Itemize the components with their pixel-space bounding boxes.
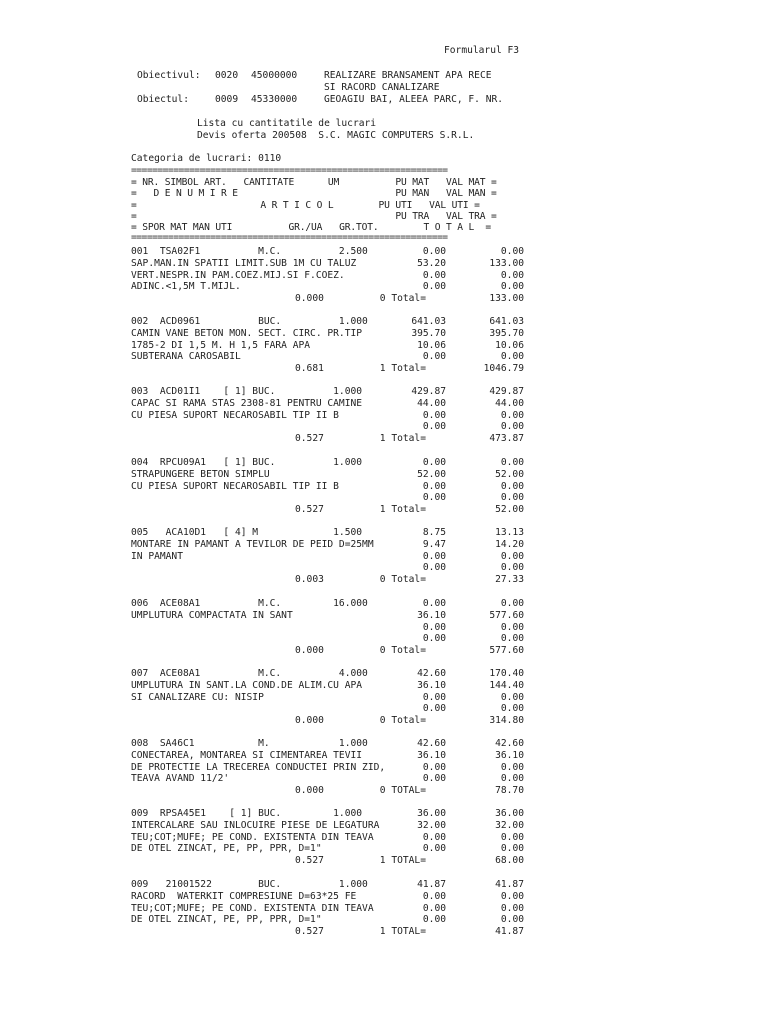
item-unit-price: 36.10: [417, 609, 446, 621]
item-desc-line: TEAVA AVAND 11/2': [131, 773, 230, 785]
item-value: 0.00: [500, 831, 524, 843]
item-value: 36.10: [495, 749, 524, 761]
item-value: 0.00: [500, 773, 524, 785]
item-desc-line: TEU;COT;MUFE; PE COND. EXISTENTA DIN TEAVA: [131, 902, 374, 914]
item-value: 0.00: [500, 598, 524, 609]
item-total: 68.00: [495, 855, 524, 867]
item-value: 0.00: [500, 562, 524, 574]
item-total: 27.33: [495, 574, 524, 586]
item-value: 0.00: [500, 492, 524, 504]
item-desc-line: CU PIESA SUPORT NECAROSABIL TIP II B: [131, 409, 339, 421]
item-unit-price: 0.00: [422, 492, 446, 504]
item-desc-line: CAMIN VANE BETON MON. SECT. CIRC. PR.TIP: [131, 327, 363, 339]
item-value: 0.00: [500, 902, 524, 914]
obiectivul-label: Obiectivul:: [137, 70, 201, 81]
item-unit-price: 41.87: [417, 879, 446, 890]
item-total: 52.00: [495, 504, 524, 516]
category-line: Categoria de lucrari: 0110: [131, 153, 282, 164]
item-unit-price: 0.00: [422, 691, 446, 703]
item-value: 0.00: [500, 703, 524, 715]
obiectul-number: 45330000: [251, 94, 298, 105]
item-desc-line: TEU;COT;MUFE; PE COND. EXISTENTA DIN TEAVA: [131, 831, 374, 843]
item-unit-price: 52.00: [417, 468, 446, 480]
item-value: 0.00: [500, 269, 524, 281]
devis-line: Devis oferta 200508 S.C. MAGIC COMPUTERS S.R.L.: [197, 130, 475, 141]
item-total: 78.70: [495, 785, 524, 797]
item-value: 52.00: [495, 468, 524, 480]
item-value: 170.40: [489, 668, 524, 679]
item-total-label: 1 Total=: [379, 363, 426, 375]
item-unit-price: 0.00: [422, 281, 446, 293]
item-unit-price: 0.00: [422, 703, 446, 715]
item-gr-value: 0.527: [295, 926, 324, 938]
item-id-line: 006 ACE08A1 M.C. 16.000: [131, 598, 368, 609]
item-unit-price: 10.06: [417, 339, 446, 351]
rule-top: ============================================================: [131, 165, 448, 176]
item-unit-price: 0.00: [422, 843, 446, 855]
obiectivul-desc-1: REALIZARE BRANSAMENT APA RECE: [324, 70, 492, 81]
item-unit-price: 0.00: [422, 562, 446, 574]
item-unit-price: 641.03: [411, 316, 446, 327]
item-id-line: 004 RPCU09A1 [ 1] BUC. 1.000: [131, 457, 363, 468]
item-unit-price: 36.10: [417, 749, 446, 761]
item-unit-price: 429.87: [411, 386, 446, 397]
column-header-line: = A R T I C O L PU UTI VAL UTI =: [131, 200, 480, 211]
item-value: 14.20: [495, 538, 524, 550]
item-value: 0.00: [500, 457, 524, 468]
item-desc-line: SAP.MAN.IN SPATII LIMIT.SUB 1M CU TALUZ: [131, 257, 357, 269]
item-id-line: 003 ACD01I1 [ 1] BUC. 1.000: [131, 386, 363, 397]
obiectivul-number: 45000000: [251, 70, 298, 81]
item-unit-price: 0.00: [422, 550, 446, 562]
item-unit-price: 0.00: [422, 761, 446, 773]
lista-title: Lista cu cantitatile de lucrari: [197, 118, 377, 129]
obiectul-label: Obiectul:: [137, 94, 189, 105]
item-id-line: 005 ACA10D1 [ 4] M 1.500: [131, 527, 363, 538]
item-value: 32.00: [495, 819, 524, 831]
item-value: 13.13: [495, 527, 524, 538]
item-unit-price: 36.00: [417, 808, 446, 819]
item-total-label: 1 Total=: [379, 504, 426, 516]
column-header-line: = PU TRA VAL TRA =: [131, 211, 497, 222]
item-unit-price: 0.00: [422, 480, 446, 492]
item-desc-line: SI CANALIZARE CU: NISIP: [131, 691, 264, 703]
item-unit-price: 0.00: [422, 902, 446, 914]
item-gr-value: 0.003: [295, 574, 324, 586]
item-unit-price: 0.00: [422, 598, 446, 609]
item-value: 395.70: [489, 327, 524, 339]
item-unit-price: 395.70: [411, 327, 446, 339]
item-unit-price: 0.00: [422, 246, 446, 257]
item-unit-price: 0.00: [422, 633, 446, 645]
item-value: 0.00: [500, 621, 524, 633]
item-value: 42.60: [495, 738, 524, 749]
item-value: 0.00: [500, 914, 524, 926]
item-total: 473.87: [489, 433, 524, 445]
item-id-line: 008 SA46C1 M. 1.000: [131, 738, 368, 749]
item-value: 0.00: [500, 351, 524, 363]
item-desc-line: 1785-2 DI 1,5 M. H 1,5 FARA APA: [131, 339, 311, 351]
rule-header-bottom: ============================================================: [131, 232, 448, 243]
column-header-line: = D E N U M I R E PU MAN VAL MAN =: [131, 188, 497, 199]
item-value: 144.40: [489, 679, 524, 691]
item-desc-line: DE OTEL ZINCAT, PE, PP, PPR, D=1": [131, 843, 322, 855]
item-value: 0.00: [500, 843, 524, 855]
item-gr-value: 0.000: [295, 785, 324, 797]
item-unit-price: 32.00: [417, 819, 446, 831]
item-value: 36.00: [495, 808, 524, 819]
item-unit-price: 44.00: [417, 397, 446, 409]
item-gr-value: 0.527: [295, 855, 324, 867]
form-title: Formularul F3: [444, 45, 520, 56]
item-unit-price: 9.47: [422, 538, 446, 550]
item-unit-price: 0.00: [422, 457, 446, 468]
item-value: 0.00: [500, 409, 524, 421]
item-desc-line: STRAPUNGERE BETON SIMPLU: [131, 468, 270, 480]
item-unit-price: 36.10: [417, 679, 446, 691]
item-desc-line: ADINC.<1,5M T.MIJL.: [131, 281, 241, 293]
item-value: 0.00: [500, 421, 524, 433]
item-value: 133.00: [489, 257, 524, 269]
item-value: 641.03: [489, 316, 524, 327]
item-total-label: 0 Total=: [379, 293, 426, 305]
item-unit-price: 53.20: [417, 257, 446, 269]
item-gr-value: 0.527: [295, 504, 324, 516]
item-desc-line: UMPLUTURA COMPACTATA IN SANT: [131, 609, 293, 621]
item-gr-value: 0.527: [295, 433, 324, 445]
item-gr-value: 0.000: [295, 715, 324, 727]
item-total-label: 0 Total=: [379, 645, 426, 657]
item-value: 0.00: [500, 550, 524, 562]
item-id-line: 001 TSA02F1 M.C. 2.500: [131, 246, 368, 257]
item-unit-price: 0.00: [422, 831, 446, 843]
item-value: 429.87: [489, 386, 524, 397]
item-unit-price: 42.60: [417, 668, 446, 679]
item-value: 10.06: [495, 339, 524, 351]
item-unit-price: 0.00: [422, 773, 446, 785]
item-total: 41.87: [495, 926, 524, 938]
item-unit-price: 0.00: [422, 409, 446, 421]
item-desc-line: SUBTERANA CAROSABIL: [131, 351, 241, 363]
item-unit-price: 0.00: [422, 890, 446, 902]
item-desc-line: UMPLUTURA IN SANT.LA COND.DE ALIM.CU APA: [131, 679, 363, 691]
item-value: 0.00: [500, 761, 524, 773]
item-desc-line: CONECTAREA, MONTAREA SI CIMENTAREA TEVII: [131, 749, 363, 761]
item-gr-value: 0.000: [295, 645, 324, 657]
obiectul-code: 0009: [215, 94, 239, 105]
item-desc-line: DE PROTECTIE LA TRECEREA CONDUCTEI PRIN ZID,: [131, 761, 386, 773]
item-total-label: 1 TOTAL=: [379, 926, 426, 938]
item-value: 44.00: [495, 397, 524, 409]
item-desc-line: MONTARE IN PAMANT A TEVILOR DE PEID D=25MM: [131, 538, 374, 550]
item-value: 577.60: [489, 609, 524, 621]
item-desc-line: INTERCALARE SAU INLOCUIRE PIESE DE LEGATURA: [131, 819, 380, 831]
obiectul-desc: GEOAGIU BAI, ALEEA PARC, F. NR.: [324, 94, 504, 105]
item-desc-line: DE OTEL ZINCAT, PE, PP, PPR, D=1": [131, 914, 322, 926]
item-id-line: 009 21001522 BUC. 1.000: [131, 879, 368, 890]
item-total: 577.60: [489, 645, 524, 657]
item-unit-price: 0.00: [422, 621, 446, 633]
item-total-label: 0 Total=: [379, 715, 426, 727]
item-value: 0.00: [500, 246, 524, 257]
item-unit-price: 42.60: [417, 738, 446, 749]
item-total: 1046.79: [483, 363, 524, 375]
item-total-label: 1 TOTAL=: [379, 855, 426, 867]
item-value: 0.00: [500, 480, 524, 492]
item-desc-line: VERT.NESPR.IN PAM.COEZ.MIJ.SI F.COEZ.: [131, 269, 345, 281]
item-value: 0.00: [500, 633, 524, 645]
item-unit-price: 8.75: [422, 527, 446, 538]
item-unit-price: 0.00: [422, 269, 446, 281]
item-desc-line: CAPAC SI RAMA STAS 2308-81 PENTRU CAMINE: [131, 397, 363, 409]
item-value: 0.00: [500, 890, 524, 902]
item-unit-price: 0.00: [422, 351, 446, 363]
item-value: 41.87: [495, 879, 524, 890]
item-value: 0.00: [500, 281, 524, 293]
item-total: 314.80: [489, 715, 524, 727]
obiectivul-desc-2: SI RACORD CANALIZARE: [324, 82, 440, 93]
item-desc-line: RACORD WATERKIT COMPRESIUNE D=63*25 FE: [131, 890, 357, 902]
item-id-line: 009 RPSA45E1 [ 1] BUC. 1.000: [131, 808, 363, 819]
item-gr-value: 0.000: [295, 293, 324, 305]
item-id-line: 002 ACD0961 BUC. 1.000: [131, 316, 368, 327]
item-total-label: 0 Total=: [379, 574, 426, 586]
item-unit-price: 0.00: [422, 421, 446, 433]
column-header-line: = NR. SIMBOL ART. CANTITATE UM PU MAT VAL MAT =: [131, 177, 497, 188]
item-desc-line: CU PIESA SUPORT NECAROSABIL TIP II B: [131, 480, 339, 492]
item-total: 133.00: [489, 293, 524, 305]
item-total-label: 0 TOTAL=: [379, 785, 426, 797]
item-unit-price: 0.00: [422, 914, 446, 926]
item-value: 0.00: [500, 691, 524, 703]
item-gr-value: 0.681: [295, 363, 324, 375]
item-desc-line: IN PAMANT: [131, 550, 183, 562]
column-header-line: = SPOR MAT MAN UTI GR./UA GR.TOT. T O T A L =: [131, 222, 492, 233]
obiectivul-code: 0020: [215, 70, 239, 81]
item-id-line: 007 ACE08A1 M.C. 4.000: [131, 668, 368, 679]
item-total-label: 1 Total=: [379, 433, 426, 445]
